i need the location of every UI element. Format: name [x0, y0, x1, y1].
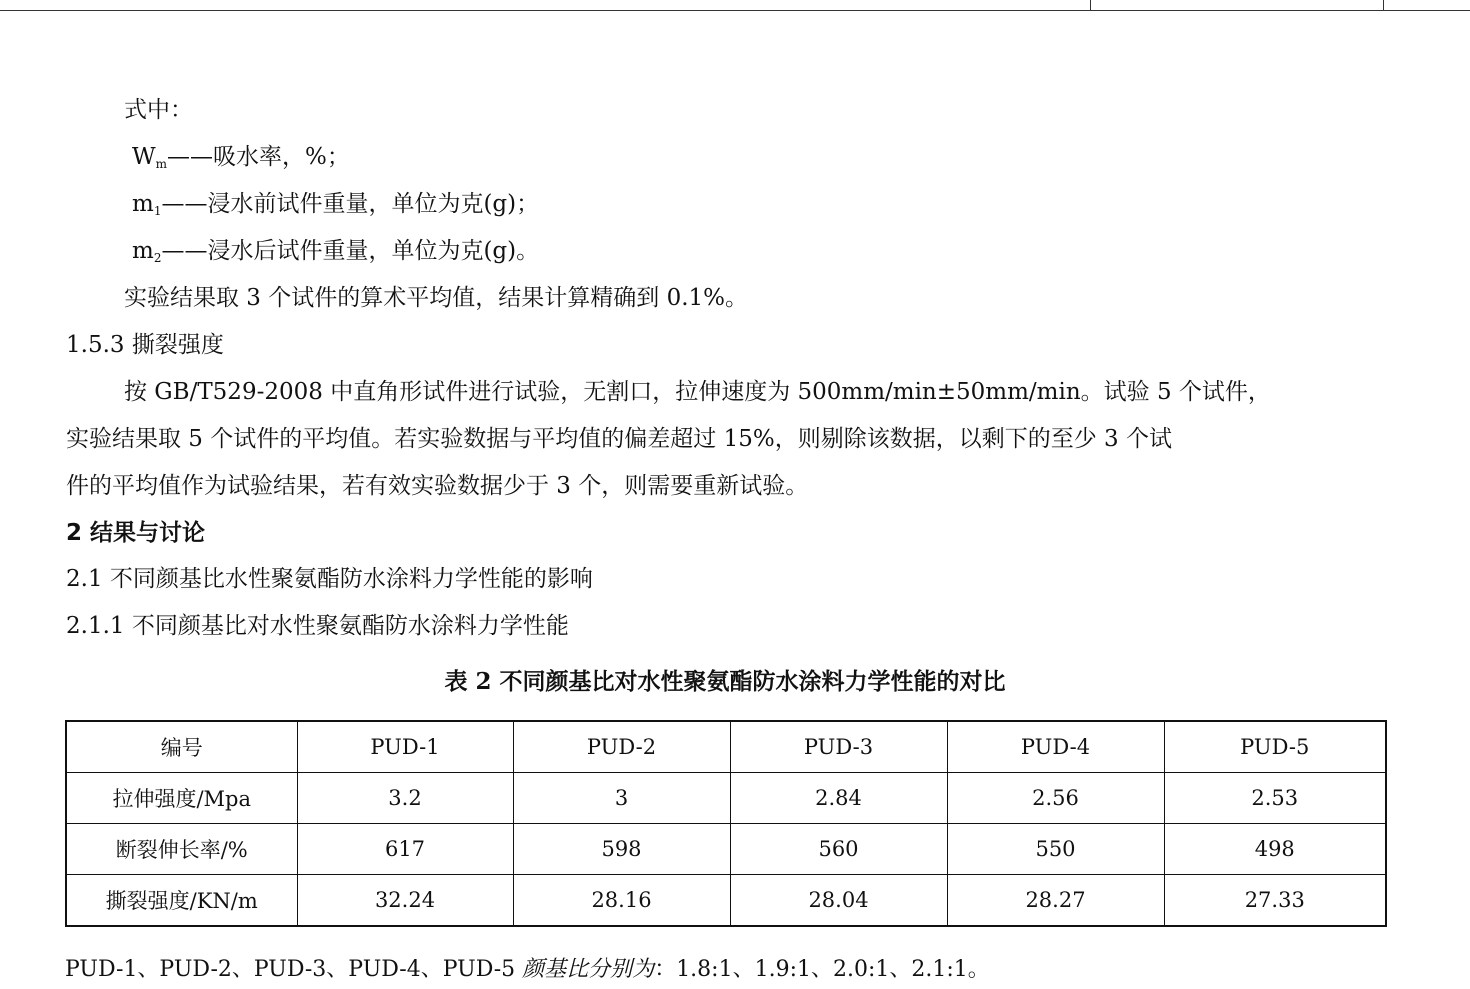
table-cell: 2.84	[730, 773, 947, 824]
definition-water-absorption	[132, 141, 350, 180]
top-rule-tick-2	[1383, 0, 1384, 11]
footnote-samples: PUD-1、PUD-2、PUD-3、PUD-4、PUD-5	[65, 957, 523, 982]
section-heading-1-5-3: 1.5.3 撕裂强度	[66, 332, 224, 358]
table-header-cell: PUD-4	[947, 721, 1164, 773]
table-cell: 3	[513, 773, 730, 824]
definition-text: ——吸水率，%；	[167, 144, 350, 170]
definition-m2	[132, 235, 539, 274]
table-cell: 断裂伸长率/%	[66, 824, 297, 875]
table-cell: 2.53	[1164, 773, 1386, 824]
table-header-cell: PUD-5	[1164, 721, 1386, 773]
table-cell: 598	[513, 824, 730, 875]
table-row	[66, 824, 1386, 875]
section-heading-2: 2 结果与讨论	[66, 520, 206, 546]
paragraph-tear-line-2: 实验结果取 5 个试件的平均值。若实验数据与平均值的偏差超过 15%，则剔除该数据，以剩下的至少 3 个试	[66, 426, 1172, 452]
table-cell: 3.2	[297, 773, 513, 824]
table-row	[66, 773, 1386, 824]
table-footnote	[65, 954, 990, 986]
table-cell: 28.04	[730, 875, 947, 927]
symbol-m: m	[132, 191, 154, 217]
definition-m1	[132, 188, 539, 227]
top-rule-tick-1	[1090, 0, 1091, 11]
paragraph-tear-line-3: 件的平均值作为试验结果，若有效实验数据少于 3 个，则需要重新试验。	[66, 473, 809, 499]
formula-intro: 式中：	[124, 97, 193, 123]
table-cell: 560	[730, 824, 947, 875]
mechanical-properties-table	[65, 720, 1387, 927]
symbol-m2-subscript: 2	[153, 251, 162, 265]
definition-text: ——浸水前试件重量，单位为克(g)；	[161, 191, 540, 217]
table-header-cell: PUD-2	[513, 721, 730, 773]
table-header-row	[66, 721, 1386, 773]
table-cell: 27.33	[1164, 875, 1386, 927]
table-cell: 28.16	[513, 875, 730, 927]
table-cell: 拉伸强度/Mpa	[66, 773, 297, 824]
table-header-cell: 编号	[66, 721, 297, 773]
paragraph-tear-line-1: 按 GB/T529-2008 中直角形试件进行试验，无割口，拉伸速度为 500mm/min±50mm/min。试验 5 个试件，	[124, 379, 1271, 405]
definition-text: ——浸水后试件重量，单位为克(g)。	[161, 238, 540, 264]
table-cell: 撕裂强度/KN/m	[66, 875, 297, 927]
table-caption: 表 2 不同颜基比对水性聚氨酯防水涂料力学性能的对比	[444, 668, 1006, 695]
table-cell: 498	[1164, 824, 1386, 875]
symbol-W-subscript: m	[155, 157, 168, 171]
symbol-W: W	[132, 144, 156, 170]
table-cell: 550	[947, 824, 1164, 875]
symbol-m: m	[132, 238, 154, 264]
table-row	[66, 875, 1386, 927]
top-rule	[0, 10, 1470, 11]
table-cell: 617	[297, 824, 513, 875]
footnote-italic-text: 颜基比分别为	[522, 957, 655, 982]
table-header-cell: PUD-3	[730, 721, 947, 773]
section-heading-2-1-1: 2.1.1 不同颜基比对水性聚氨酯防水涂料力学性能	[66, 613, 569, 639]
table-cell: 32.24	[297, 875, 513, 927]
footnote-ratios: ：1.8:1、1.9:1、2.0:1、2.1:1。	[654, 957, 990, 982]
paragraph-result-precision: 实验结果取 3 个试件的算术平均值，结果计算精确到 0.1%。	[124, 285, 748, 311]
table-cell: 2.56	[947, 773, 1164, 824]
table-cell: 28.27	[947, 875, 1164, 927]
section-heading-2-1: 2.1 不同颜基比水性聚氨酯防水涂料力学性能的影响	[66, 566, 593, 592]
symbol-m1-subscript: 1	[153, 204, 162, 218]
table-header-cell: PUD-1	[297, 721, 513, 773]
